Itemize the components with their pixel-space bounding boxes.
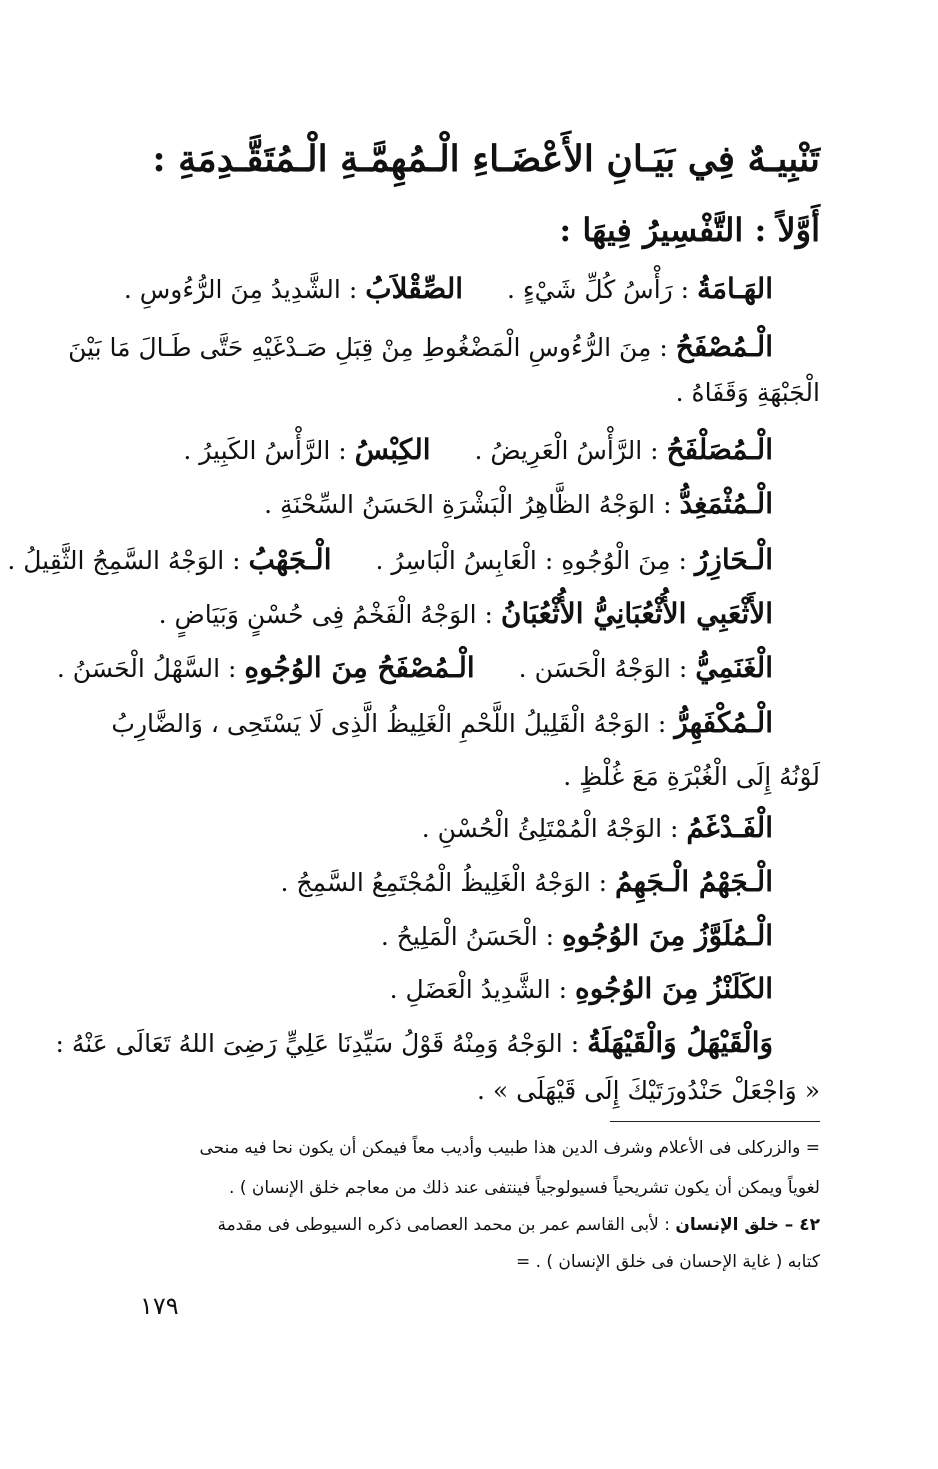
entry-term: الْـمُصْفَحُ (675, 330, 773, 363)
entry-line (128, 1076, 820, 1105)
entry-definition: : الشَّدِيدُ الْعَضَلِ . (389, 975, 576, 1004)
entry-line (7, 543, 773, 576)
footnote-line (130, 1215, 820, 1235)
entry-definition: : الوَجْهُ الظَّاهِرُ الْبَشْرَةِ الحَسَنُ السِّحْنَةِ . (264, 490, 680, 519)
entry-line (128, 433, 773, 466)
entry-term: الْـمُصَلْفَحُ (666, 433, 773, 466)
entry-definition: : الرَّأْسُ الْعَرِيضُ . (474, 436, 667, 465)
entry-term: الْـجَهْمُ الْـجَهِمُ (614, 865, 773, 898)
entry-term: الْغَنَمِيُّ (695, 651, 773, 684)
footnote-text: كتابه ( غاية الإحسان فى خلق الإنسان ) . = (515, 1252, 820, 1272)
entry-line (123, 272, 773, 305)
entry-line (111, 706, 773, 739)
entry-line (128, 811, 773, 844)
entry-definition: : الوَجْهُ الْفَخْمُ فِى حُسْنٍ وَبَيَاضٍ . (158, 600, 501, 629)
entry-definition: : الشَّدِيدُ مِنَ الرُّءُوسِ . (123, 275, 366, 304)
entry-line (128, 597, 773, 630)
entry-definition: : مِنَ الْوُجُوهِ : الْعَابِسُ الْبَاسِرُ . (375, 546, 695, 575)
footnote-line (130, 1252, 820, 1272)
entry-definition: : السَّهْلُ الْحَسَنُ . (56, 654, 245, 683)
page-number: ١٧٩ (140, 1292, 179, 1320)
entry-definition: : الوَجْهُ الْمُمْتَلِئُ الْحُسْنِ . (421, 814, 687, 843)
entry-definition: : الوَجْهُ وَمِنْهُ قَوْلُ سَيِّدِنَا عَلِيٍّ رَضِىَ اللهُ تَعَالَى عَنْهُ : (55, 1029, 588, 1058)
entry-definition: الْجَبْهَةِ وَقَفَاهُ . (675, 378, 820, 407)
footnote-divider (610, 1121, 820, 1122)
entry-definition: : الوَجْهُ السَّمِجُ الثَّقِيلُ . (7, 546, 249, 575)
entry-definition: : الْحَسَنُ الْمَلِيحُ . (380, 922, 563, 951)
entry-line (128, 972, 773, 1005)
entry-definition: : مِنَ الرُّءُوسِ الْمَضْغُوطِ مِنْ قِبَلِ صَـدْغَيْهِ حَتَّى طَـالَ مَا بَيْنَ (68, 333, 676, 362)
entry-line (68, 330, 773, 363)
entry-term: الْـمُثْمَغِدُّ (679, 487, 773, 520)
entry-line (128, 487, 773, 520)
entry-definition: : رَأْسُ كُلِّ شَيْءٍ . (507, 275, 698, 304)
entry-line (128, 378, 820, 407)
entry-term: الْـمُكْفَهِرُّ (674, 706, 773, 739)
entry-term: الهَـامَةُ (697, 272, 773, 305)
footnote-line (130, 1138, 820, 1158)
footnote-text: لغوياً ويمكن أن يكون تشريحياً فسيولوجياً فينتفى عند ذلك من معاجم خلق الإنسان ) . (229, 1178, 820, 1198)
entry-definition: : الوَجْهُ الْقَلِيلُ اللَّحْمِ الْغَلِيظُ الَّذِى لَا يَسْتَحِى ، وَالضَّارِبُ (111, 709, 675, 738)
entry-line (128, 919, 773, 952)
entry-term: الْـمُلَوَّزُ مِنَ الوُجُوهِ (562, 919, 773, 952)
footnote-text: : لأبى القاسم عمر بن محمد العصامى ذكره السيوطى فى مقدمة (217, 1215, 676, 1235)
entry-term: الكَلَنْزُ مِنَ الوُجُوهِ (575, 972, 773, 1005)
entry-definition: « وَاجْعَلْ حَنْدُورَتَيْكَ إِلَى قَيْهَلَى » . (476, 1076, 820, 1105)
entry-term: الْـمُصْفَحُ مِنَ الوُجُوهِ (244, 651, 475, 684)
entry-line (128, 762, 820, 791)
entry-term: الْـجَهْبُ (248, 543, 332, 576)
entry-term: الكِبْسُ (354, 433, 431, 466)
entry-term: الصِّقْلاَبُ (365, 272, 464, 305)
section-subtitle: أَوَّلاً : التَّفْسِيرُ فِيهَا : (559, 211, 820, 249)
footnote-ref: ٤٢ – خلق الإنسان (675, 1215, 820, 1235)
entry-term: الْـحَازِرُ (694, 543, 773, 576)
entry-term: وَالْقَيْهَلُ وَالْقَيْهَلَةُ (587, 1026, 773, 1059)
entry-line (55, 1026, 773, 1059)
entry-definition: : الوَجْهُ الْحَسَن . (518, 654, 696, 683)
entry-definition: : الوَجْهُ الْغَلِيظُ الْمُجْتَمِعُ السَّمِجُ . (280, 868, 615, 897)
entry-line (56, 651, 773, 684)
section-title: تَنْبِيـهٌ فِي بَيَـانِ الأَعْضَـاءِ الْـمُهِمَّـةِ الْـمُتَقَّـدِمَةِ : (152, 138, 820, 180)
entry-definition: لَوْنُهُ إِلَى الْغُبْرَةِ مَعَ غُلْظٍ . (563, 762, 820, 791)
entry-term: الأَثْعَبِي الأُثْعُبَانِيُّ الأُثْعُبَانُ (500, 597, 773, 630)
footnote-line (130, 1178, 820, 1198)
entry-line (128, 865, 773, 898)
entry-term: الْفَـدْغَمُ (686, 811, 773, 844)
footnote-text: = والزركلى فى الأعلام وشرف الدين هذا طبيب وأديب معاً فيمكن أن يكون نحا فيه منحى (199, 1138, 820, 1158)
entry-definition: : الرَّأْسُ الكَبِيرُ . (183, 436, 355, 465)
